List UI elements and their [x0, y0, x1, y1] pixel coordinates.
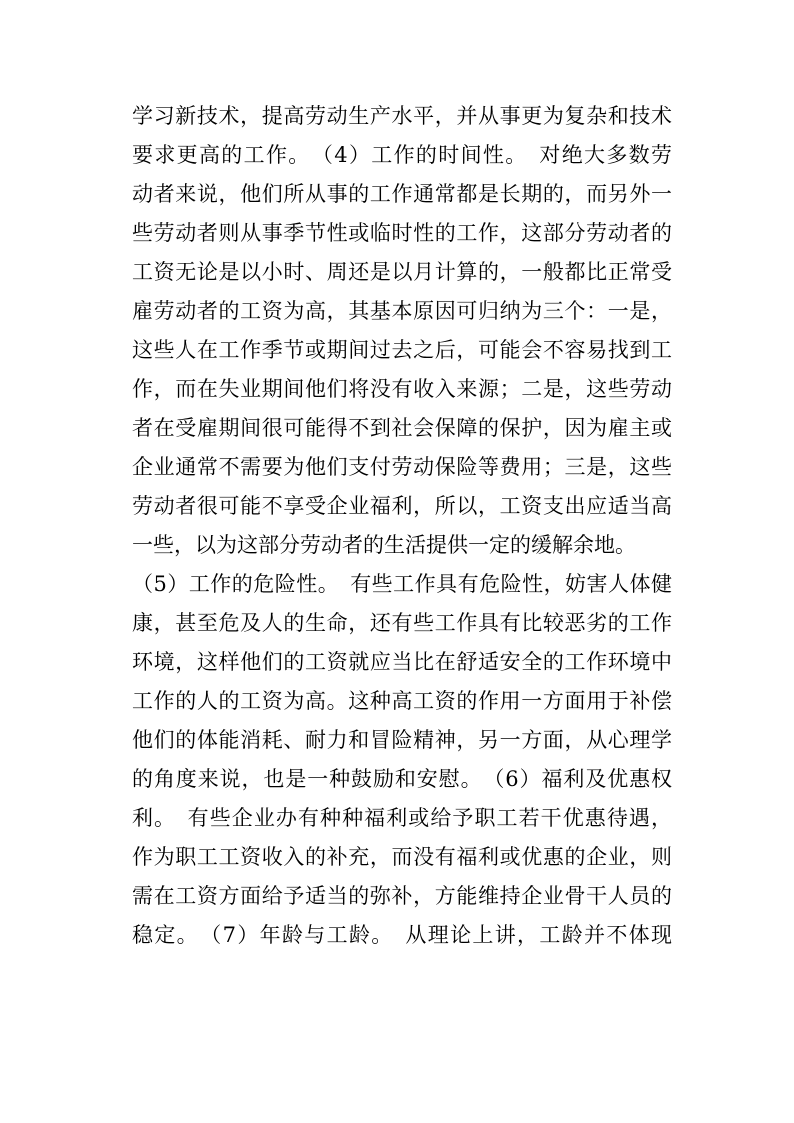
text-line: 者在受雇期间很可能得不到社会保障的保护，因为雇主或 — [132, 416, 672, 440]
text-line: 康，甚至危及人的生命，还有些工作具有比较恶劣的工作 — [132, 611, 672, 635]
text-line: 作，而在失业期间他们将没有收入来源；二是，这些劳动 — [132, 377, 672, 401]
text-line: 一些，以为这部分劳动者的生活提供一定的缓解余地。 — [132, 533, 636, 557]
text-line: 的角度来说，也是一种鼓励和安慰。 （6）福利及优惠权 — [132, 767, 672, 791]
text-line: 劳动者很可能不享受企业福利，所以，工资支出应适当高 — [132, 494, 672, 518]
text-line: 工作的人的工资为高。这种高工资的作用一方面用于补偿 — [132, 689, 672, 713]
text-line: 利。 有些企业办有种种福利或给予职工若干优惠待遇， — [132, 806, 672, 830]
text-line: 稳定。 （7）年龄与工龄。 从理论上讲，工龄并不体现 — [132, 923, 672, 947]
text-line: 作为职工工资收入的补充，而没有福利或优惠的企业，则 — [132, 845, 672, 869]
text-line: 学习新技术，提高劳动生产水平，并从事更为复杂和技术 — [132, 104, 672, 128]
text-line: 企业通常不需要为他们支付劳动保险等费用；三是，这些 — [132, 455, 672, 479]
text-line: （5）工作的危险性。 有些工作具有危险性，妨害人体健 — [132, 572, 672, 596]
text-line: 要求更高的工作。 （4）工作的时间性。 对绝大多数劳 — [132, 143, 672, 167]
text-line: 这些人在工作季节或期间过去之后，可能会不容易找到工 — [132, 338, 672, 362]
text-line: 他们的体能消耗、耐力和冒险精神，另一方面，从心理学 — [132, 728, 672, 752]
text-line: 需在工资方面给予适当的弥补，方能维持企业骨干人员的 — [132, 884, 672, 908]
text-line: 环境，这样他们的工资就应当比在舒适安全的工作环境中 — [132, 650, 672, 674]
text-line: 些劳动者则从事季节性或临时性的工作，这部分劳动者的 — [132, 221, 672, 245]
text-line: 动者来说，他们所从事的工作通常都是长期的，而另外一 — [132, 182, 672, 206]
text-line: 雇劳动者的工资为高，其基本原因可归纳为三个：一是， — [132, 299, 672, 323]
body-text — [132, 97, 672, 955]
text-line: 工资无论是以小时、周还是以月计算的，一般都比正常受 — [132, 260, 672, 284]
